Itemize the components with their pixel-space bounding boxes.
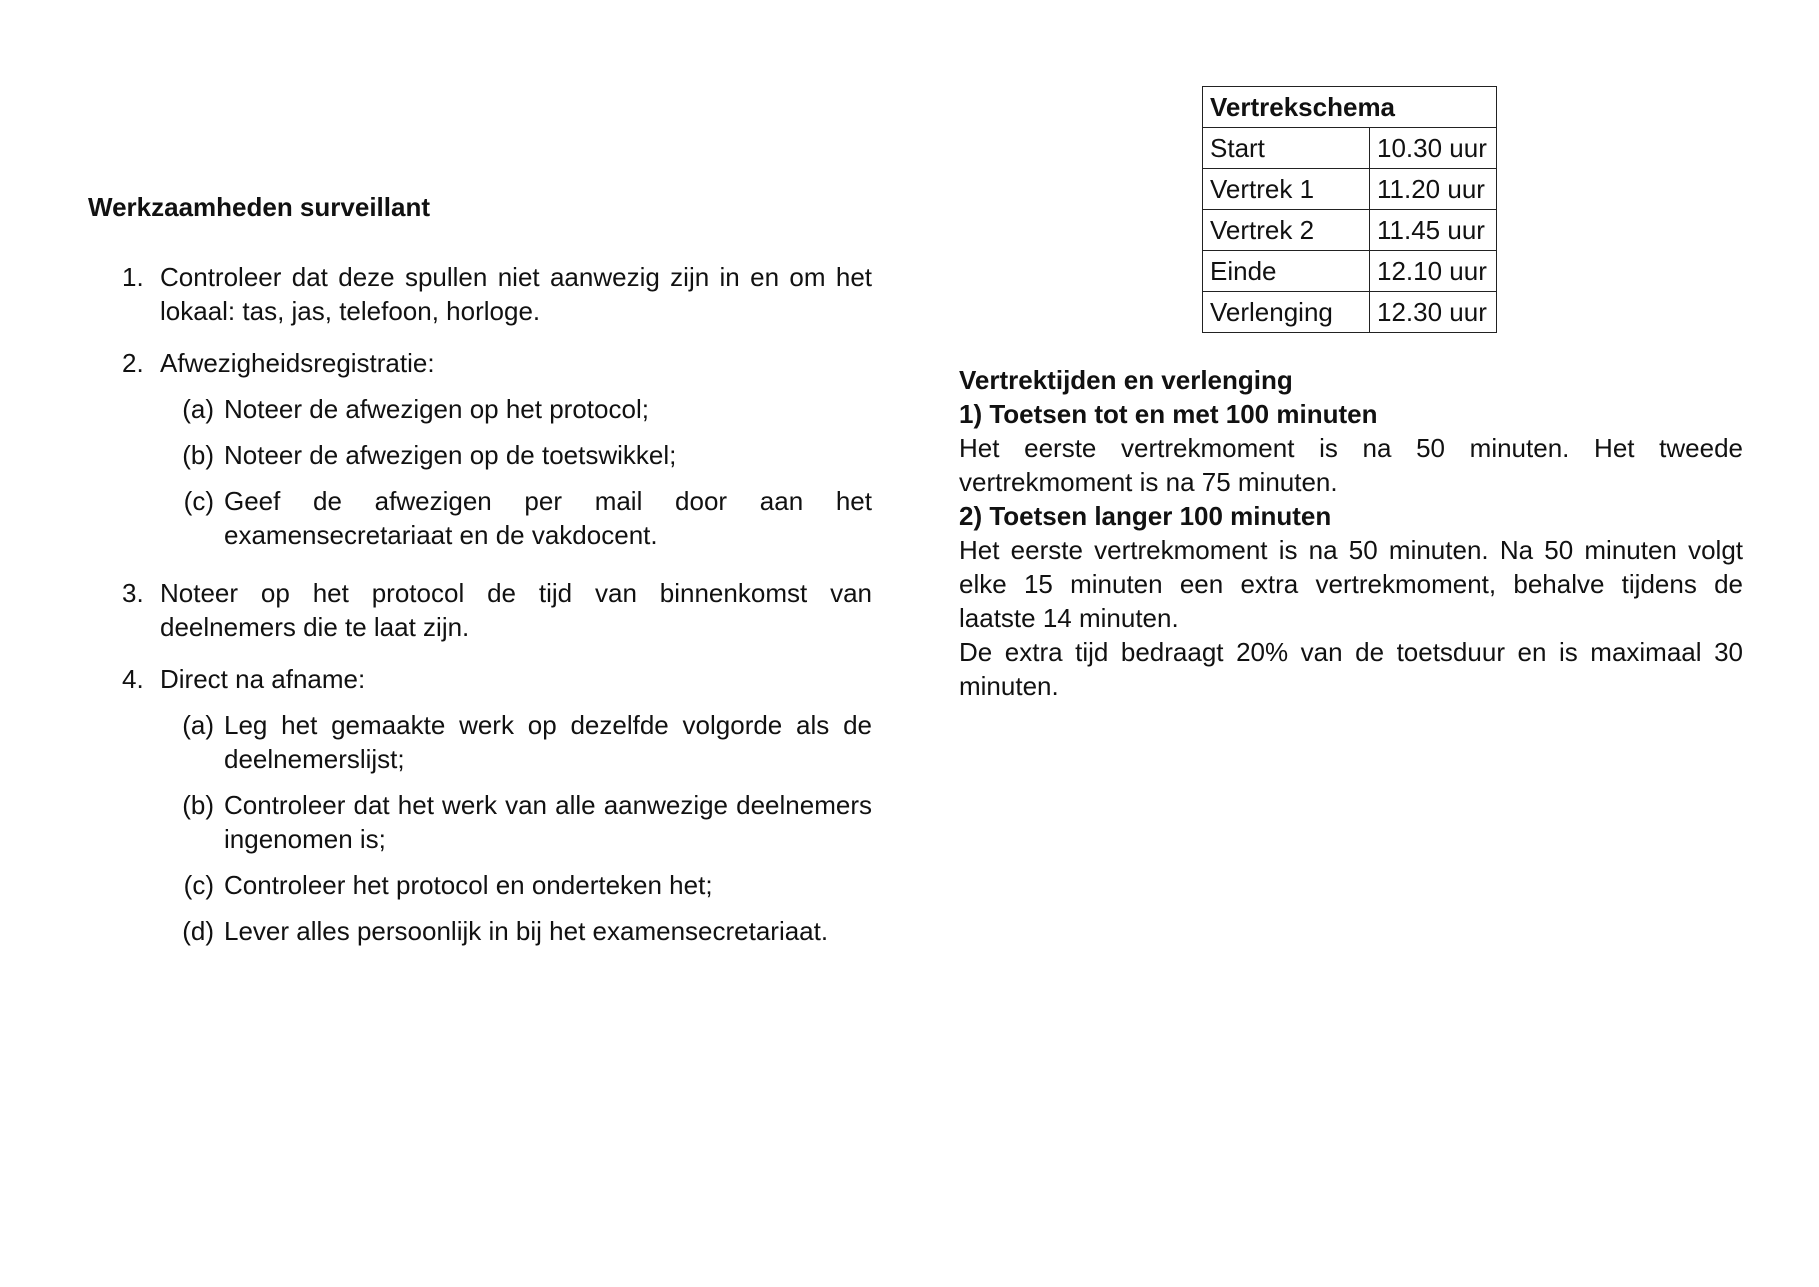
invigilator-duties-section xyxy=(88,190,872,972)
sub-list xyxy=(160,392,872,552)
sub-list xyxy=(160,708,872,948)
item-text: Controleer dat deze spullen niet aanwezig zijn in en om het lokaal: tas, jas, telefoon, horloge. xyxy=(160,262,872,326)
sub-item-text: Controleer het protocol en onderteken het; xyxy=(224,870,713,900)
sub-item-text: Leg het gemaakte werk op dezelfde volgorde als de deelnemerslijst; xyxy=(224,710,872,774)
item-text: Noteer op het protocol de tijd van binnenkomst van deelnemers die te laat zijn. xyxy=(160,578,872,642)
item-number: 4. xyxy=(122,664,144,694)
sub-list-item xyxy=(160,914,872,948)
sub-item-text: Controleer dat het werk van alle aanwezige deelnemers ingenomen is; xyxy=(224,790,872,854)
item-number: 3. xyxy=(122,578,144,608)
schedule-row-time: 12.30 uur xyxy=(1370,292,1497,333)
departure-times-section xyxy=(959,363,1743,703)
paragraph: De extra tijd bedraagt 20% van de toetsduur en is maximaal 30 minuten. xyxy=(959,637,1743,701)
list-item xyxy=(88,346,872,552)
sub-item-label: (d) xyxy=(182,916,214,946)
paragraph: Het eerste vertrekmoment is na 50 minuten. Na 50 minuten volgt elke 15 minuten een extra vertrekmoment, behalve tijdens de laatste 14 minuten. xyxy=(959,535,1743,633)
sub-item-label: (a) xyxy=(182,394,214,424)
subsection-heading: 2) Toetsen langer 100 minuten xyxy=(959,501,1332,531)
sub-item-label: (c) xyxy=(183,870,214,900)
departure-schedule-table xyxy=(1202,86,1497,333)
schedule-row-label: Vertrek 2 xyxy=(1203,210,1370,251)
list-item xyxy=(88,662,872,948)
table-row xyxy=(1203,128,1497,169)
paragraph: Het eerste vertrekmoment is na 50 minuten. Het tweede vertrekmoment is na 75 minuten. xyxy=(959,433,1743,497)
table-row xyxy=(1203,251,1497,292)
sub-item-label: (c) xyxy=(183,486,214,516)
item-number: 1. xyxy=(122,262,144,292)
sub-item-label: (a) xyxy=(182,710,214,740)
list-item xyxy=(88,260,872,328)
schedule-row-label: Einde xyxy=(1203,251,1370,292)
schedule-row-time: 10.30 uur xyxy=(1370,128,1497,169)
sub-item-text: Noteer de afwezigen op het protocol; xyxy=(224,394,649,424)
schedule-row-time: 11.20 uur xyxy=(1370,169,1497,210)
sub-list-item xyxy=(160,708,872,776)
item-text: Afwezigheidsregistratie: xyxy=(160,348,435,378)
item-number: 2. xyxy=(122,348,144,378)
schedule-row-label: Start xyxy=(1203,128,1370,169)
schedule-row-label: Vertrek 1 xyxy=(1203,169,1370,210)
sub-list-item xyxy=(160,438,872,472)
table-row xyxy=(1203,292,1497,333)
section-title: Vertrektijden en verlenging xyxy=(959,365,1293,395)
schedule-row-time: 12.10 uur xyxy=(1370,251,1497,292)
sub-list-item xyxy=(160,868,872,902)
table-row xyxy=(1203,169,1497,210)
table-header-row xyxy=(1203,87,1497,128)
list-item xyxy=(88,576,872,644)
sub-item-text: Lever alles persoonlijk in bij het examensecretariaat. xyxy=(224,916,829,946)
schedule-row-label: Verlenging xyxy=(1203,292,1370,333)
table-row xyxy=(1203,210,1497,251)
section-title: Werkzaamheden surveillant xyxy=(88,192,430,222)
sub-item-label: (b) xyxy=(182,790,214,820)
sub-list-item xyxy=(160,788,872,856)
sub-list-item xyxy=(160,392,872,426)
schedule-title: Vertrekschema xyxy=(1203,87,1497,128)
schedule-row-time: 11.45 uur xyxy=(1370,210,1497,251)
sub-item-label: (b) xyxy=(182,440,214,470)
sub-item-text: Noteer de afwezigen op de toetswikkel; xyxy=(224,440,677,470)
duties-list xyxy=(88,260,872,948)
sub-item-text: Geef de afwezigen per mail door aan het examensecretariaat en de vakdocent. xyxy=(224,486,872,550)
item-text: Direct na afname: xyxy=(160,664,366,694)
subsection-heading: 1) Toetsen tot en met 100 minuten xyxy=(959,399,1378,429)
sub-list-item xyxy=(160,484,872,552)
